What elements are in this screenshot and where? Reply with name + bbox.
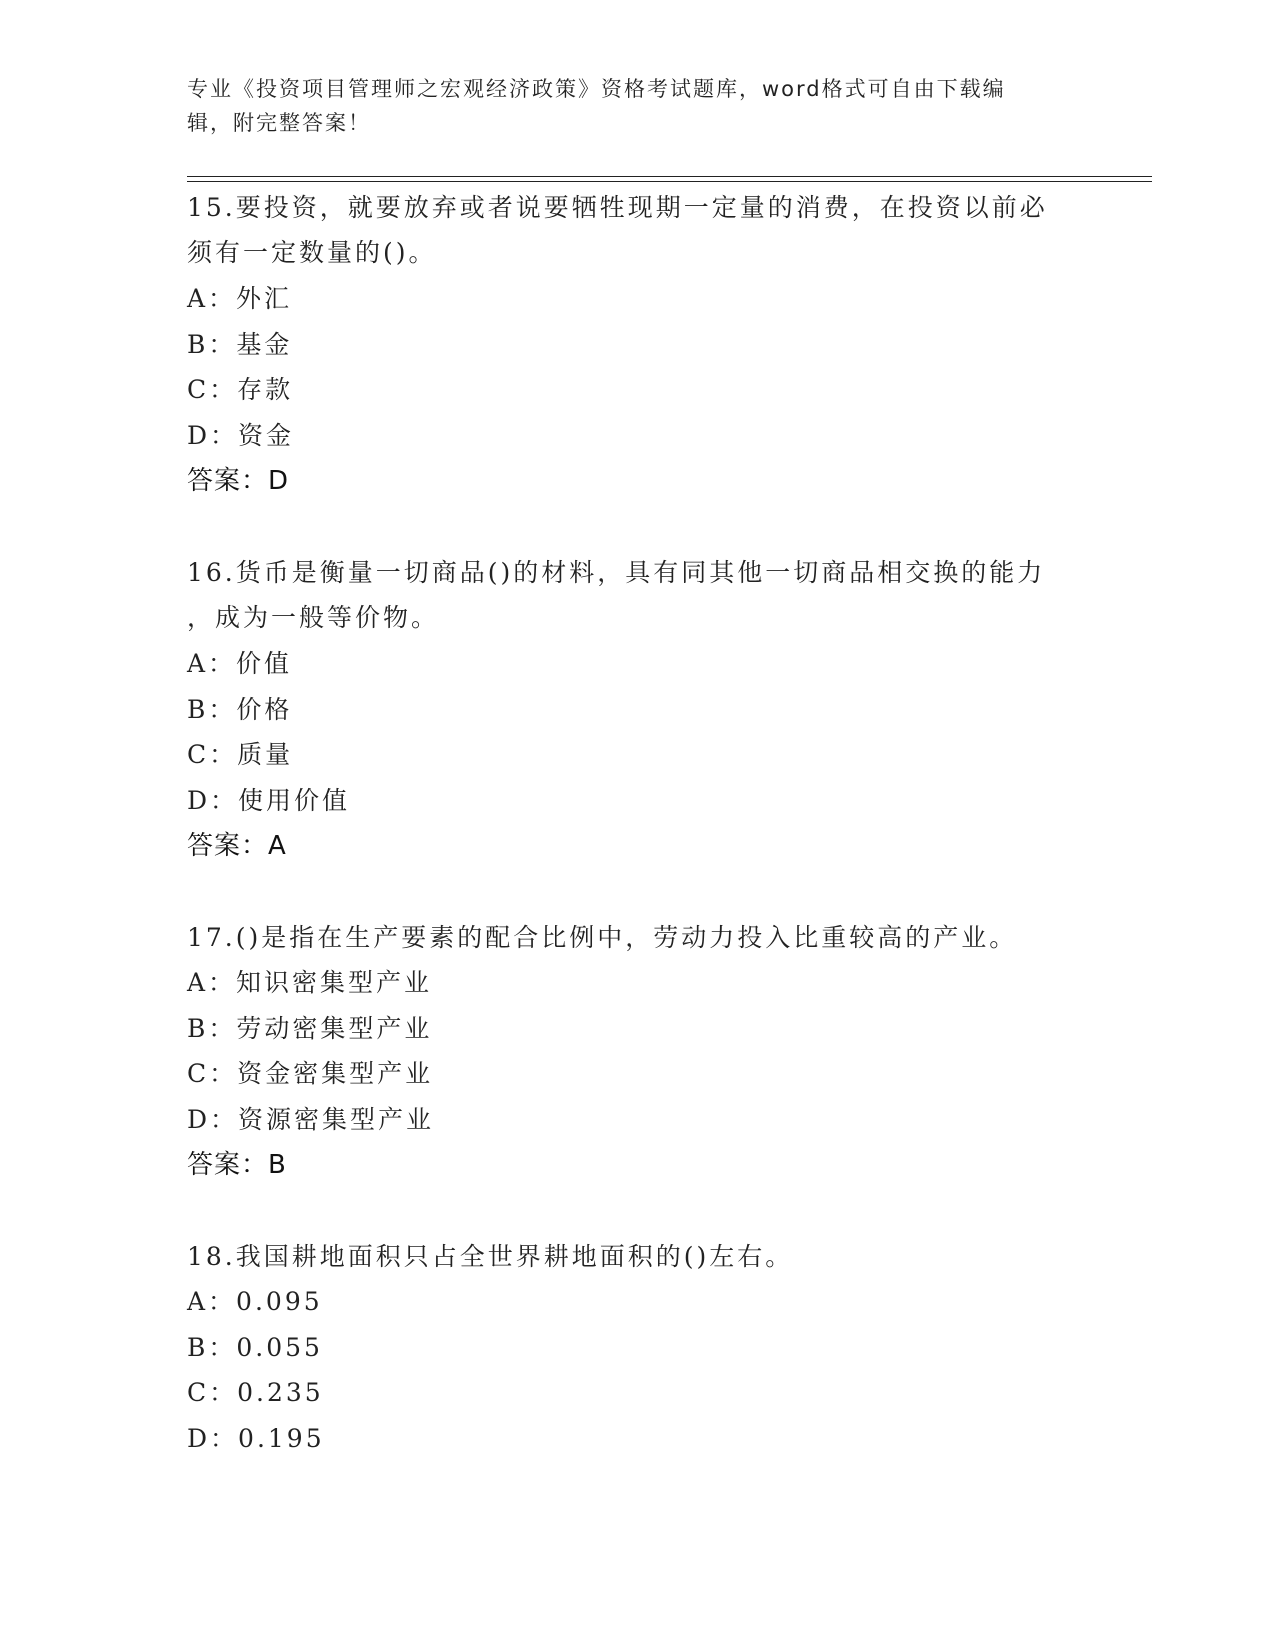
question-15-answer: 答案：D [187,466,290,496]
question-15-stem-line-1: 15.要投资，就要放弃或者说要牺牲现期一定量的消费，在投资以前必 [187,193,1048,222]
question-16-option-b: B：价格 [187,695,293,724]
question-16-option-c: C：质量 [187,740,294,769]
question-15-stem-line-2: 须有一定数量的()。 [187,238,437,267]
question-18-option-b: B：0.055 [187,1333,323,1362]
question-15-option-b: B：基金 [187,330,293,359]
question-18-stem-line-1: 18.我国耕地面积只占全世界耕地面积的()左右。 [187,1242,794,1271]
question-18-option-a: A：0.095 [187,1287,323,1316]
question-16-answer: 答案：A [187,831,287,861]
question-16-option-a: A：价值 [187,649,293,678]
question-18-option-d: D：0.195 [187,1424,325,1453]
document-header [187,72,1087,140]
question-17-option-d: D：资源密集型产业 [187,1105,435,1134]
header-line-2: 辑，附完整答案！ [187,111,371,135]
question-16-stem-line-2: ，成为一般等价物。 [187,603,440,632]
question-17-option-a: A：知识密集型产业 [187,968,433,997]
question-16-stem-line-1: 16.货币是衡量一切商品()的材料，具有同其他一切商品相交换的能力 [187,558,1046,587]
question-17-stem-line-1: 17.()是指在生产要素的配合比例中，劳动力投入比重较高的产业。 [187,923,1018,952]
header-divider-bottom [187,181,1152,182]
question-17-option-c: C：资金密集型产业 [187,1059,434,1088]
question-17-option-b: B：劳动密集型产业 [187,1014,433,1043]
question-15-option-c: C：存款 [187,375,294,404]
question-18-option-c: C：0.235 [187,1378,324,1407]
question-15-option-d: D：资金 [187,421,295,450]
header-divider-top [187,176,1152,177]
question-15-option-a: A：外汇 [187,284,293,313]
question-17-answer: 答案：B [187,1150,287,1180]
header-line-1: 专业《投资项目管理师之宏观经济政策》资格考试题库，word格式可自由下载编 [187,77,1006,101]
question-16-option-d: D：使用价值 [187,786,351,815]
